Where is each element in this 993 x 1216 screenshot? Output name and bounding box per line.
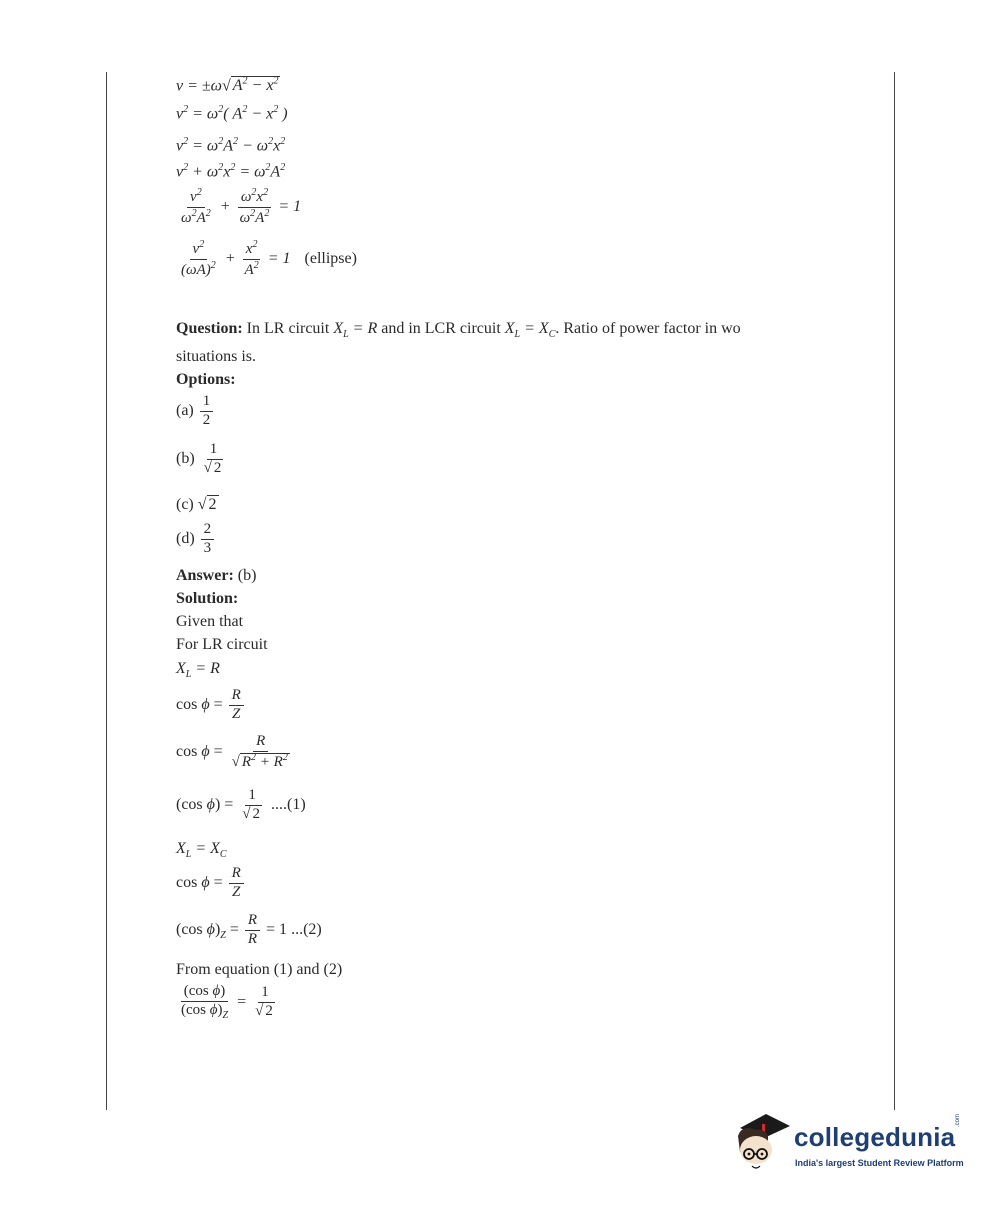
page-border-right — [894, 72, 895, 1110]
option-a-label: (a) — [176, 401, 194, 419]
question-line-1: Question: In LR circuit $X_L = R$ and in LCR circuit $X_L = X_C$. Ratio of power factor in wo — [176, 320, 741, 341]
solution-eq-cos-sqrt: cos ϕ = $\frac{R}{√ R^2 + R^2}$ — [176, 733, 288, 770]
solution-from-eq: From equation (1) and (2) — [176, 961, 343, 978]
logo-tagline: India's largest Student Review Platform — [795, 1158, 964, 1168]
question-text-a: In LR circuit — [242, 320, 334, 337]
derivation-line-3: $v^2 = \omega^2A^2 - \omega^2x^2$ — [176, 136, 286, 155]
solution-eq-xl-xc: $X_L = X_C$ — [176, 840, 227, 861]
option-b-label: (b) — [176, 449, 195, 467]
solution-eq-2: (cos $\phi)_Z$ = $\frac{R}{R}$ = 1 ...(2) — [176, 912, 322, 947]
derivation-line-4: $v^2 + \omega^2x^2 = \omega^2A^2$ — [176, 162, 286, 181]
question-line-2: situations is. — [176, 348, 257, 365]
option-b: (b) $\frac{1}{√ 2}$ — [176, 441, 222, 476]
answer-label: Answer: — [176, 567, 234, 584]
solution-ratio: $\frac{\text{(cos ϕ)}}{(\cos \phi)_Z}$ = $\frac{1}{√ 2}$ — [181, 983, 273, 1021]
logo-suffix: .com — [955, 1113, 961, 1127]
option-d: (d) $\frac{2}{3}$ — [176, 522, 216, 557]
solution-for-lr: For LR circuit — [176, 636, 268, 653]
solution-label: Solution: — [176, 590, 239, 607]
question-text-c: . Ratio of power factor in wo — [555, 320, 741, 337]
eq1-tag: ....(1) — [271, 795, 306, 813]
options-label: Options: — [176, 371, 236, 388]
logo-wordmark: collegedunia — [794, 1122, 956, 1152]
question-text-b: and in LCR circuit — [377, 320, 505, 337]
solution-eq-xl-r: $X_L = R$ — [176, 660, 220, 681]
question-label: Question: — [176, 320, 243, 337]
solution-eq-cos-rz-2: cos ϕ = $\frac{R}{Z}$ — [176, 866, 246, 901]
option-c: (c) √ 2 — [176, 496, 217, 513]
derivation-line-2: $v^2 = \omega^2$( $A^2 - x^2$ ) — [176, 104, 288, 123]
answer-line — [176, 567, 256, 585]
solution-eq-cos-rz-1: cos ϕ = $\frac{R}{Z}$ — [176, 688, 246, 723]
derivation-line-5: $\frac{v^2}{\omega^2A^2}$ + $\frac{\omega^2x^2}{\omega^2A^2}$ = 1 — [181, 187, 302, 226]
derivation-line-1: v = ±ω√ $A^2 - x^2$ — [176, 76, 279, 95]
option-a: (a) $\frac{1}{2}$ — [176, 394, 215, 429]
eq2-tag: ...(2) — [291, 920, 322, 938]
solution-eq-1: (cos ϕ) = $\frac{1}{√ 2}$ ....(1) — [176, 787, 306, 822]
solution-given: Given that — [176, 613, 244, 630]
option-d-label: (d) — [176, 529, 195, 547]
collegedunia-logo — [734, 1110, 964, 1180]
mascot-icon — [734, 1110, 792, 1176]
answer-value: (b) — [233, 567, 257, 584]
page-border-left — [106, 72, 107, 1110]
derivation-line-6: $\frac{v^2}{(\omega A)^2}$ + $\frac{x^2}{A^2}$ = 1 (ellipse) — [181, 239, 357, 278]
option-c-label: (c) — [176, 496, 194, 513]
ellipse-note: (ellipse) — [304, 249, 357, 267]
